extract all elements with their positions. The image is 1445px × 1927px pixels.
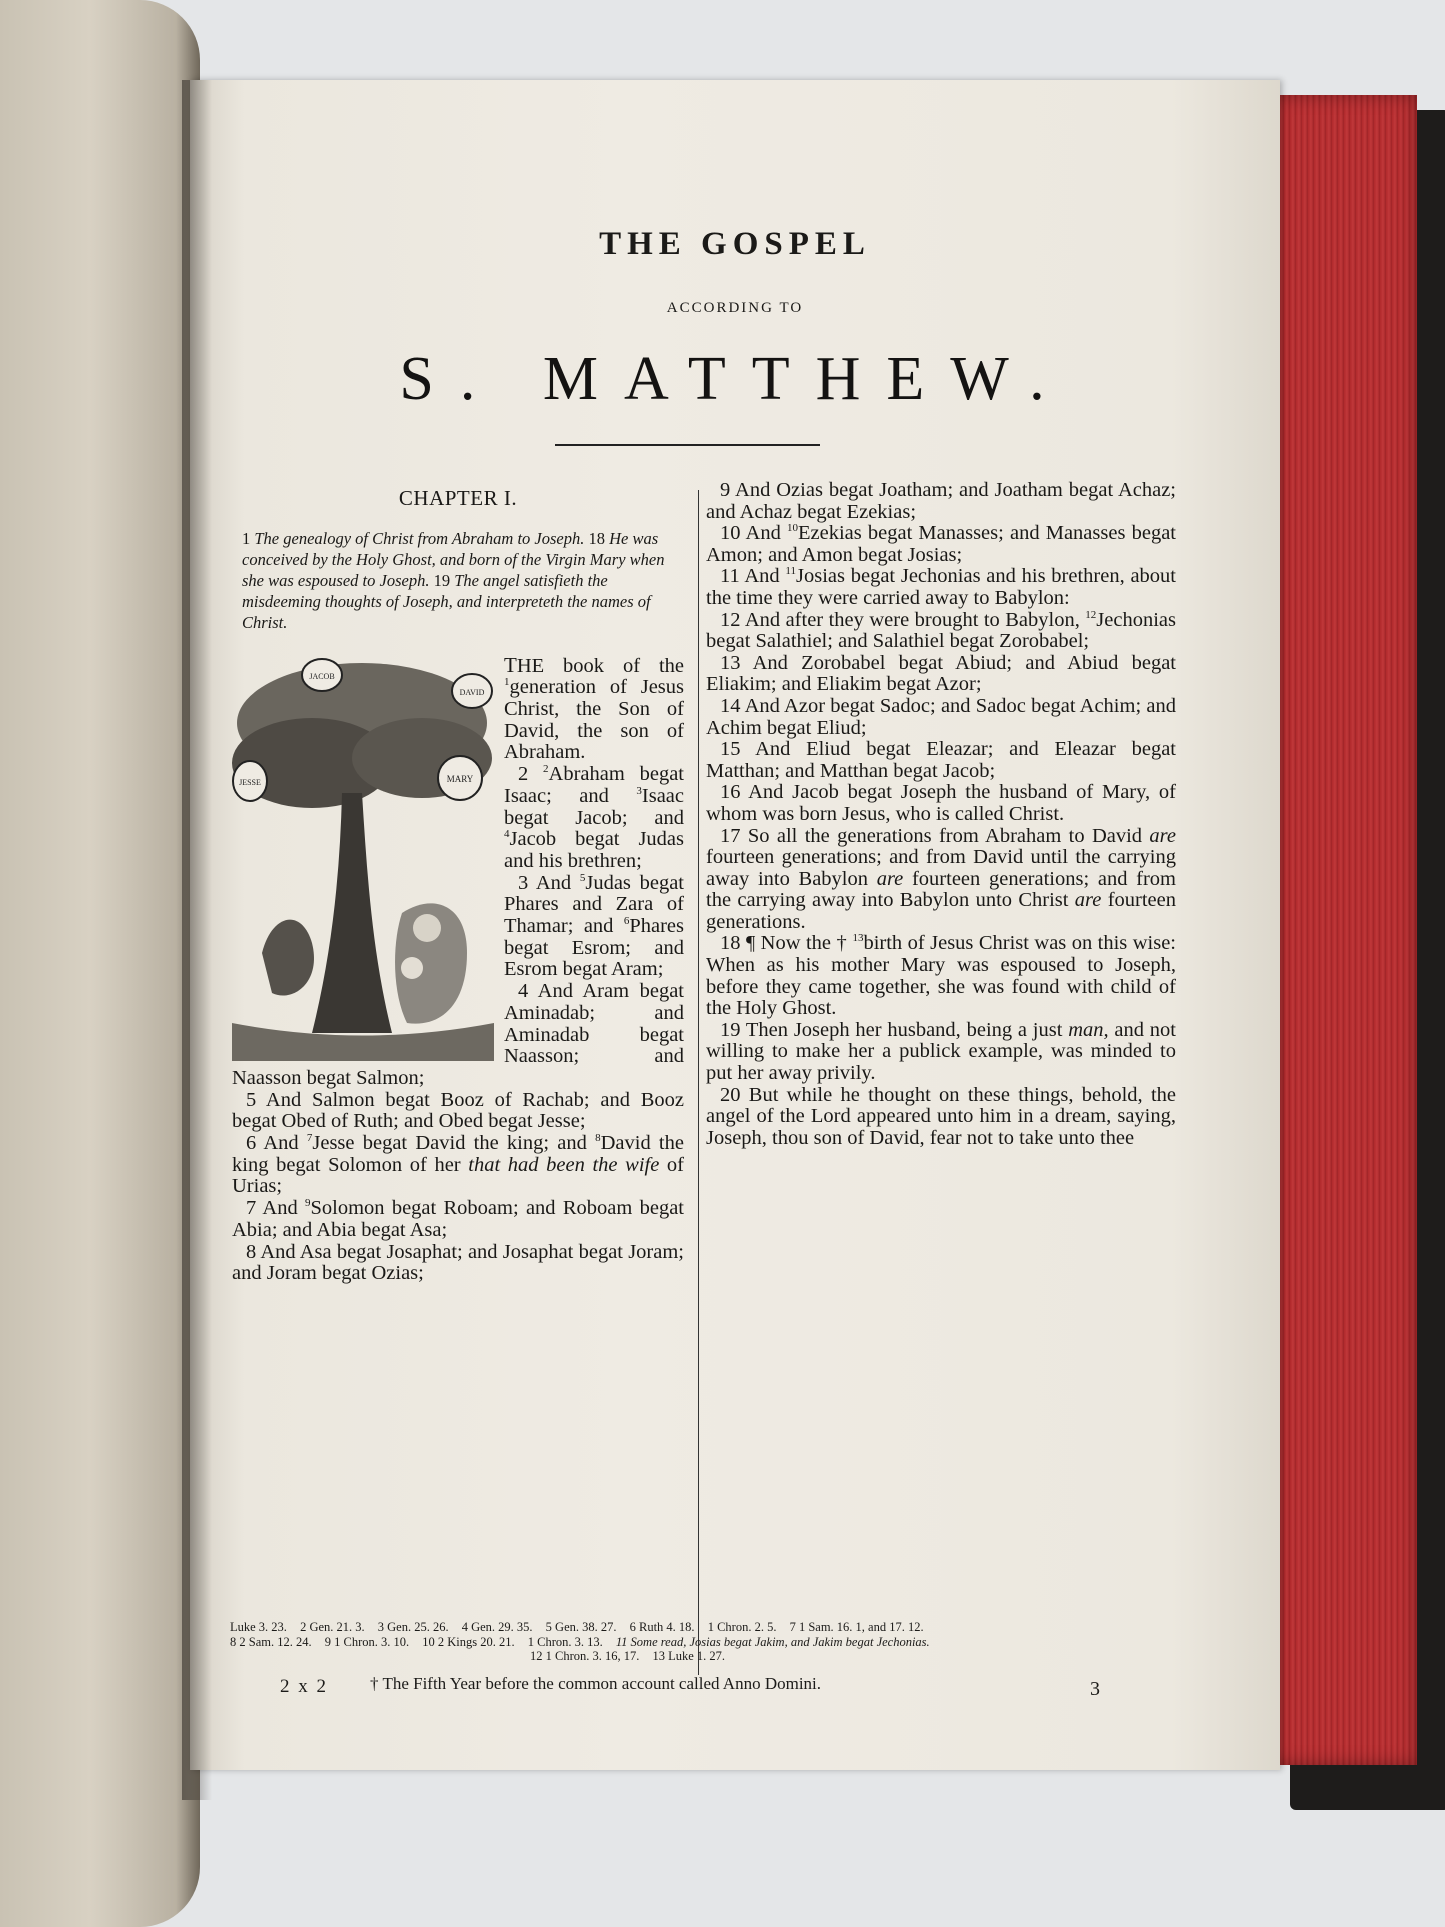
summary-num: 1 — [242, 528, 251, 548]
verse-12: 12 And after they were brought to Babylon, $^{12}$Jechonias begat Salathiel; and Salathiel begat Zorobabel; — [706, 608, 1176, 653]
mary-head — [413, 914, 441, 942]
summary-part: The genealogy of Christ from Abraham to Joseph. — [254, 528, 585, 548]
medallion-label: DAVID — [459, 687, 485, 697]
verse-18: 18 ¶ Now the † $^{13}$birth of Jesus Christ was on this wise: When as his mother Mary was espoused to Joseph, before they came together, she was found with child of the Holy Ghost. — [706, 932, 1176, 1020]
verse-14: 14 And Azor begat Sadoc; and Sadoc begat Achim; and Achim begat Eliud; — [706, 694, 1176, 739]
verse-17: 17 So all the generations from Abraham to David are fourteen generations; and from David until the carrying away into Babylon are fourteen generations; and from the carrying away into Babylon unto Christ are fourteen generations. — [706, 824, 1176, 933]
summary-part: He was conceived by the Holy Ghost, and born of the Virgin Mary when she was espoused to Joseph. — [242, 528, 665, 590]
tree-trunk — [312, 793, 392, 1033]
summary-num: 18 — [588, 528, 605, 548]
verse-5: 5 And Salmon begat Booz of Rachab; and Booz begat Obed of Ruth; and Obed begat Jesse; — [232, 1088, 684, 1133]
verse-15: 15 And Eliud begat Eleazar; and Eleazar begat Matthan; and Matthan begat Jacob; — [706, 738, 1176, 782]
marginal-references — [230, 1620, 1190, 1664]
summary-num: 19 — [433, 570, 451, 590]
verse-10: 10 And $^{10}$Ezekias begat Manasses; and Manasses begat Amon; and Amon begat Josias; — [706, 522, 1176, 566]
title-the-gospel: THE GOSPEL — [599, 226, 871, 262]
verse-11: 11 And $^{11}$Josias begat Jechonias and his brethren, about the time they were carried away to Babylon: — [706, 565, 1176, 609]
gutter-shadow — [182, 80, 212, 1800]
verse-16: 16 And Jacob begat Joseph the husband of Mary, of whom was born Jesus, who is called Christ. — [706, 781, 1176, 825]
verse-7: 7 And $^9$Solomon begat Roboam; and Roboam begat Abia; and Abia begat Asa; — [232, 1197, 684, 1241]
footnote-line: 12 1 Chron. 3. 16, 17. 13 Luke 1. 27. — [530, 1649, 726, 1663]
verse-8: 8 And Asa begat Josaphat; and Josaphat begat Joram; and Joram begat Ozias; — [232, 1240, 684, 1285]
column-divider — [698, 490, 699, 1675]
verse-2: 2 $^2$Abraham begat Isaac; and $^3$Isaac begat Jacob; and $^4$Jacob begat Judas and his brethren; — [504, 763, 685, 872]
footnote-line: Luke 3. 23. 2 Gen. 21. 3. 3 Gen. 25. 26. 4 Gen. 29. 35. 5 Gen. 38. 27. 6 Ruth 4. 18. 1 Chron. 2. 5. 7 1 Sam. 16. 1, and 17. 12. — [230, 1620, 924, 1634]
title-rule — [555, 444, 820, 446]
verse-9: 9 And Ozias begat Joatham; and Joatham begat Achaz; and Achaz begat Ezekias; — [706, 479, 1176, 523]
chapter-summary — [232, 528, 684, 633]
verse-13: 13 And Zorobabel begat Abiud; and Abiud begat Eliakim; and Eliakim begat Azor; — [706, 651, 1176, 696]
left-page — [0, 0, 200, 1927]
left-column — [232, 480, 684, 1285]
seated-figure — [262, 919, 314, 995]
verse-4: 4 And Aram begat Aminadab; and Aminadab begat Naasson; and Naasson begat Salmon; — [232, 980, 684, 1089]
anno-domini-note: † The Fifth Year before the common account called Anno Domini. — [370, 1674, 822, 1693]
medallion-label: JACOB — [309, 671, 335, 681]
book-page — [190, 80, 1280, 1770]
drop-cap: T — [504, 652, 517, 677]
medallion-label: MARY — [446, 773, 474, 784]
red-page-edges — [1272, 95, 1417, 1765]
right-column — [706, 480, 1176, 1149]
tree-of-jesse-illustration — [232, 653, 494, 1061]
footnote-line: 8 2 Sam. 12. 24. 9 1 Chron. 3. 10. 10 2 Kings 20. 21. 1 Chron. 3. 13. 11 Some read, Josias begat Jakim, and Jakim begat Jechonias. — [230, 1634, 930, 1649]
verse-3: 3 And $^5$Judas begat Phares and Zara of Thamar; and $^6$Phares begat Esrom; and Esrom begat Aram; — [504, 871, 684, 981]
signature-mark: 2 x 2 — [280, 1676, 328, 1697]
verse-6: 6 And $^7$Jesse begat David the king; and $^8$David the king begat Solomon of her that had been the wife of Urias; — [232, 1132, 685, 1198]
verse-19: 19 Then Joseph her husband, being a just man, and not willing to make her a publick example, was minded to put her away privily. — [706, 1018, 1176, 1085]
title-matthew: S. MATTHEW. — [399, 345, 1071, 413]
summary-part: The angel satisfieth the misdeeming thoughts of Joseph, and interpreteth the names of Christ. — [242, 570, 651, 632]
chapter-heading: CHAPTER I. — [398, 486, 518, 510]
title-according-to: ACCORDING TO — [666, 300, 804, 316]
verse-20: 20 But while he thought on these things, behold, the angel of the Lord appeared unto him in a dream, saying, Joseph, thou son of David, fear not to take unto thee — [706, 1083, 1176, 1149]
verse-1: THE book of the $^1$generation of Jesus Christ, the Son of David, the son of Abraham. — [504, 652, 684, 764]
child-head — [401, 957, 423, 979]
tree-engraving — [232, 653, 494, 1061]
medallion-label: JESSE — [239, 777, 261, 787]
page-number: 3 — [1090, 1678, 1100, 1700]
